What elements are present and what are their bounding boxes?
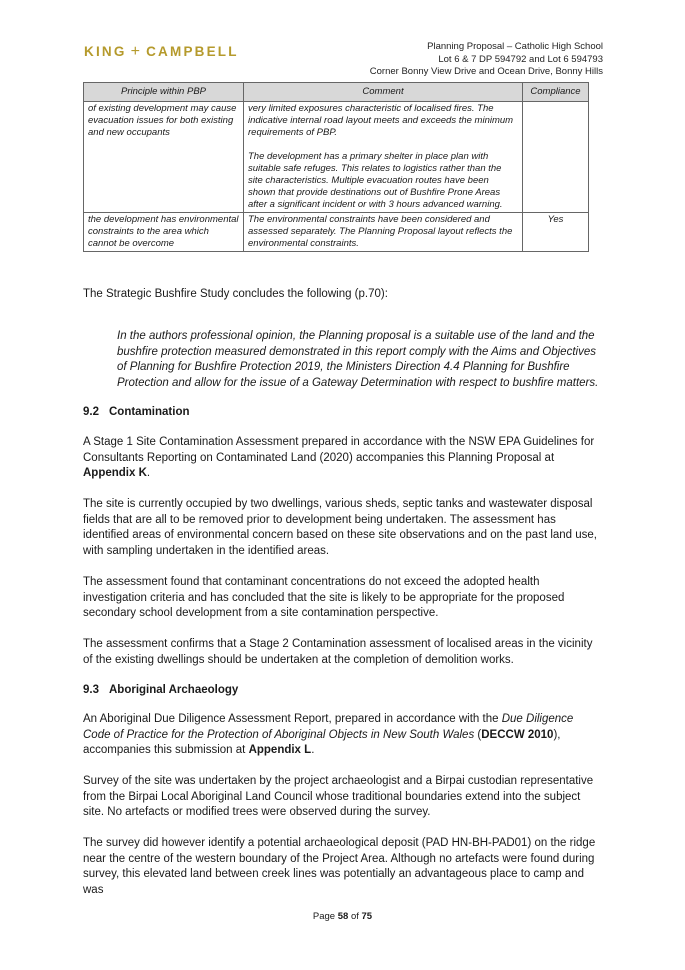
compliance-cell: Yes (523, 213, 589, 252)
header-line-2: Lot 6 & 7 DP 594792 and Lot 6 594793 (438, 53, 603, 65)
page-footer: Page 58 of 75 (312, 911, 373, 922)
pbp-compliance-table (83, 82, 589, 252)
code-of-practice-title: Due Diligence Code of Practice for the Protection of Aboriginal Objects in New South Wales (83, 713, 574, 741)
logo-plus: + (130, 43, 143, 60)
heading-aboriginal-archaeology (83, 684, 238, 696)
header-line-1: Planning Proposal – Catholic High School (427, 41, 603, 52)
appendix-k-ref: Appendix K (83, 467, 147, 479)
principle-cell: of existing development may cause evacuation issues for both existing and new occupants (84, 102, 244, 213)
bushfire-quote: In the authors professional opinion, the Planning proposal is a suitable use of the land and the bushfire protection measured demonstrated in this report comply with the Aims and Objectives of Planning for Bushfire Protection 2019, the Ministers Direction 4.4 Planning for Bushfire Protection and allow for the issue of a Gateway Determination with respect to bushfire matters. (117, 330, 599, 389)
page-total: 75 (361, 911, 373, 922)
paragraph-due-diligence: An Aboriginal Due Diligence Assessment Report, prepared in accordance with the Due Diligence Code of Practice for the Protection of Aboriginal Objects in New South Wales (DECCW 2010), accompanies this submission at Appendix L. (83, 713, 574, 756)
paragraph-stage2: The assessment confirms that a Stage 2 Contamination assessment of localised areas in the vicinity of the existing dwellings should be undertaken at the completion of demolition works. (83, 638, 593, 666)
section-title: Contamination (109, 406, 190, 418)
col-header-comment: Comment (244, 83, 523, 102)
table-header-row (84, 83, 589, 102)
logo-campbell: CAMPBELL (146, 44, 239, 59)
col-header-principle: Principle within PBP (84, 83, 244, 102)
comment-text: very limited exposures characteristic of localised fires. The indicative internal road layout meets and exceeds the minimum requirements of PBP. (248, 103, 514, 138)
paragraph-assessment-found: The assessment found that contaminant concentrations do not exceed the adopted health investigation criteria and has concluded that the site is likely to be appropriate for the proposed secondary school development from a site contamination perspective. (83, 576, 565, 619)
paragraph-contamination-intro: A Stage 1 Site Contamination Assessment prepared in accordance with the NSW EPA Guidelines for Consultants Reporting on Contaminated Land (2020) accompanies this Planning Proposal at Appendix K. (83, 436, 595, 479)
deccw-ref: DECCW 2010 (481, 728, 554, 741)
comment-cell (244, 102, 523, 213)
section-number: 9.2 (83, 406, 99, 418)
comment-cell: The environmental constraints have been considered and assessed separately. The Planning Proposal layout reflects the environmental constraints. (244, 213, 523, 252)
paragraph-pad: The survey did however identify a potential archaeological deposit (PAD HN-BH-PAD01) on the ridge near the centre of the western boundary of the Project Area. Although no artefacts were found during survey, this elevated land between creek lines was potentially an advantageous place to camp and was (83, 837, 596, 896)
col-header-compliance: Compliance (523, 83, 589, 102)
appendix-l-ref: Appendix L (248, 744, 312, 756)
paragraph-survey: Survey of the site was undertaken by the project archaeologist and a Birpai custodian representative from the Birpai Local Aboriginal Land Council whose traditional boundaries extend into the subject site. No artefacts or modified trees were observed during the survey. (83, 775, 594, 818)
comment-text: The development has a primary shelter in place plan with suitable safe refuges. This relates to logistics rather than the site characteristics. Multiple evacuation routes have been shown that provide destinations out of Bushfire Prone Areas after a significant incident or with 3 hours advanced warning. (248, 151, 503, 210)
document-header (370, 41, 603, 79)
section-title: Aboriginal Archaeology (109, 684, 239, 696)
header-line-3: Corner Bonny View Drive and Ocean Drive, Bonny Hills (369, 66, 603, 77)
heading-contamination (83, 406, 190, 418)
table-row (84, 213, 589, 252)
section-number: 9.3 (83, 684, 99, 696)
paragraph-site-occupation: The site is currently occupied by two dwellings, various sheds, septic tanks and wastewater disposal fields that are all to be removed prior to development being undertaken. The assessment has identified areas of environmental concern based on these site observations and on the past land use, with sampling undertaken in the identified areas. (83, 498, 598, 557)
principle-cell: the development has environmental constraints to the area which cannot be overcome (84, 213, 244, 252)
company-logo (84, 43, 239, 61)
table-row (84, 102, 589, 213)
logo-king: KING (84, 44, 127, 59)
page-number: 58 (337, 911, 349, 922)
compliance-cell (523, 102, 589, 213)
paragraph-study: The Strategic Bushfire Study concludes the following (p.70): (83, 288, 388, 300)
